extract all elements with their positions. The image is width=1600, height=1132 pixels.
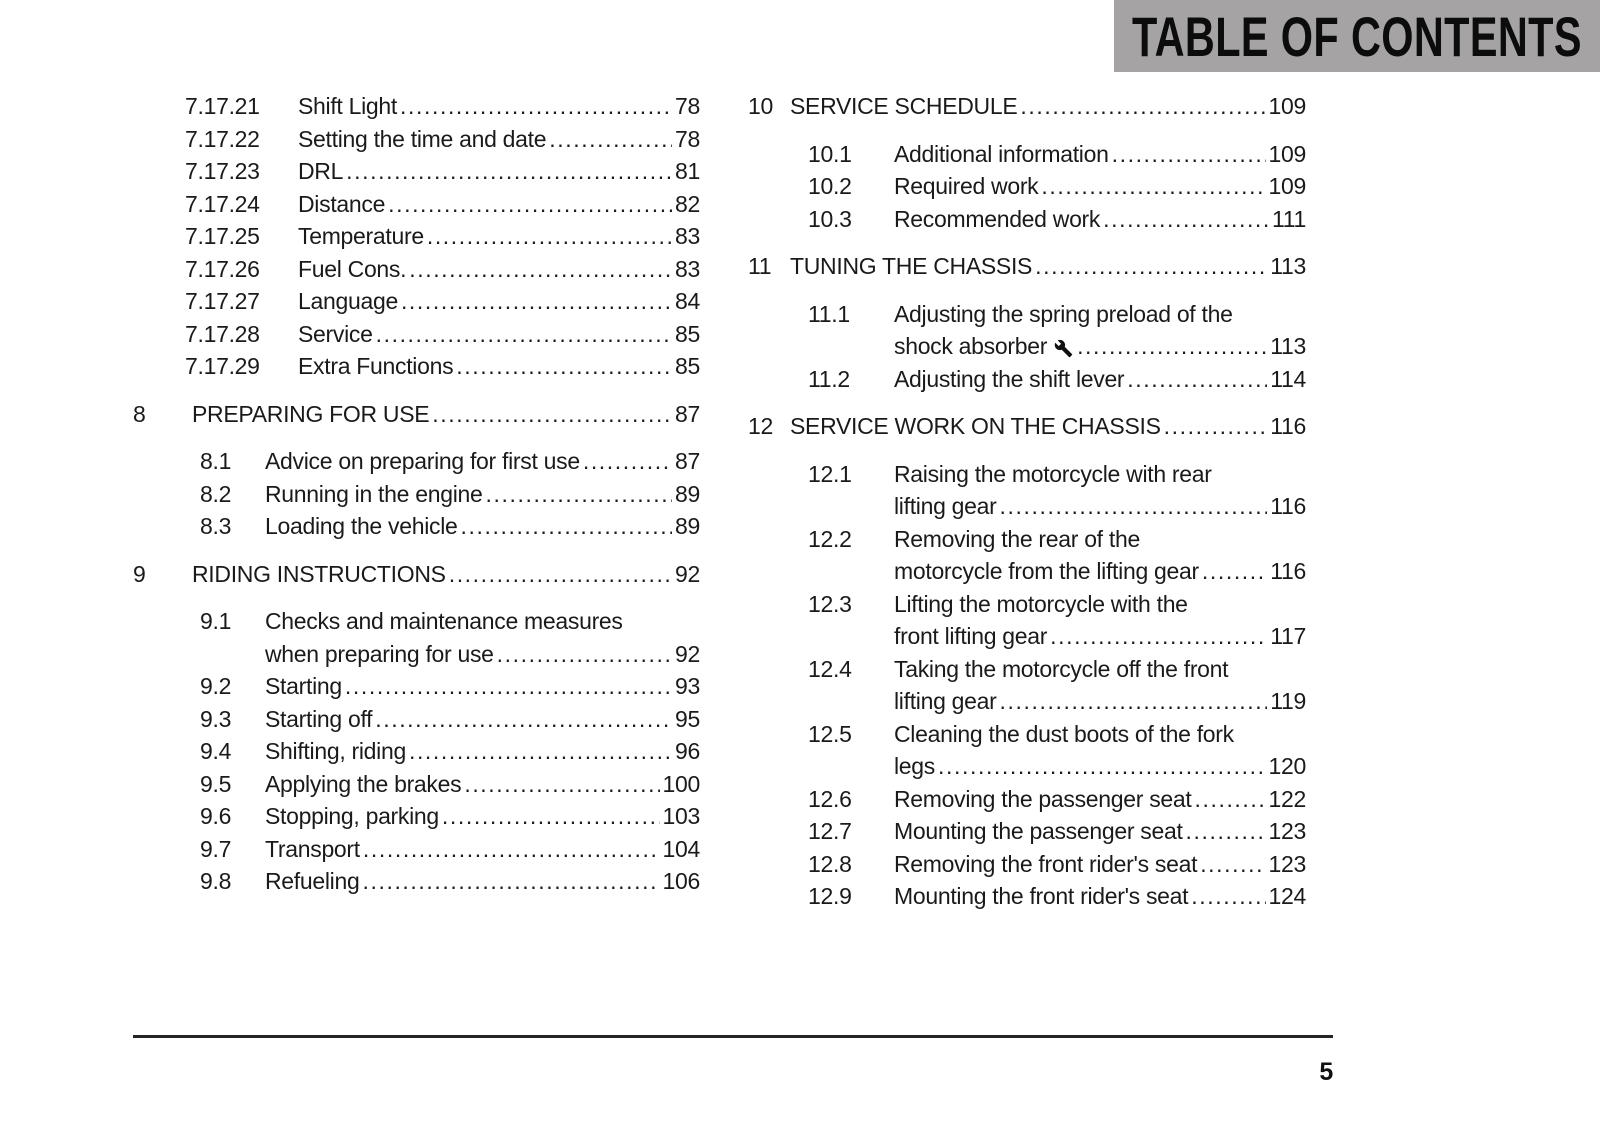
- entry-number: 9.2: [200, 673, 232, 699]
- entry-number: 12.9: [808, 883, 852, 909]
- entry-content: [265, 478, 700, 511]
- dot-leader: [1000, 490, 1268, 523]
- entry-content: [894, 783, 1306, 816]
- toc-entry: [133, 768, 700, 801]
- toc-entry: [748, 170, 1306, 203]
- entry-line: [298, 318, 700, 351]
- entry-title: Adjusting the spring preload of the: [894, 300, 1233, 327]
- entry-content: [265, 865, 700, 898]
- entry-line: [265, 670, 700, 703]
- entry-line: [265, 478, 700, 511]
- entry-number: 11.1: [808, 300, 850, 327]
- entry-content: [298, 350, 700, 383]
- entry-page: 116: [1270, 493, 1306, 519]
- dot-leader: [1112, 138, 1266, 171]
- dot-leader: [1103, 203, 1269, 236]
- entry-line: [265, 800, 700, 833]
- page-title: TABLE OF CONTENTS: [1132, 4, 1582, 68]
- entry-title: SERVICE SCHEDULE: [790, 93, 1018, 119]
- entry-line: [894, 203, 1306, 236]
- entry-title: Additional information: [894, 140, 1109, 167]
- entry-number: 8.3: [200, 513, 232, 539]
- entry-content: [894, 880, 1306, 913]
- entry-page: 92: [675, 640, 700, 667]
- entry-line: [894, 555, 1306, 588]
- entry-content: [298, 123, 700, 156]
- dot-leader: [938, 750, 1266, 783]
- toc-entry: [748, 783, 1306, 816]
- entry-title: Extra Functions: [298, 353, 454, 379]
- entry-number: 8.1: [200, 448, 232, 474]
- dot-leader: [400, 90, 672, 123]
- entry-title: Stopping, parking: [265, 803, 439, 829]
- toc-entry: [133, 285, 700, 318]
- entry-page: 83: [675, 223, 700, 249]
- entry-line: [894, 458, 1306, 491]
- toc-entry: [133, 478, 700, 511]
- toc-entry: [748, 880, 1306, 913]
- entry-title: Starting: [265, 673, 342, 699]
- toc-entry: [748, 718, 1306, 783]
- toc-entry: [133, 510, 700, 543]
- entry-page: 93: [675, 673, 700, 699]
- entry-number: 7.17.28: [185, 320, 260, 347]
- toc-entry: [748, 203, 1306, 236]
- entry-content: [894, 718, 1306, 783]
- entry-content: [265, 703, 700, 736]
- entry-title: Removing the passenger seat: [894, 785, 1192, 812]
- entry-title: Starting off: [265, 705, 373, 732]
- entry-line: [265, 638, 700, 671]
- entry-content: [894, 298, 1306, 363]
- entry-title: Service: [298, 320, 373, 347]
- toc-entry: [133, 703, 700, 736]
- entry-line: [265, 703, 700, 736]
- entry-content: [192, 398, 700, 431]
- toc-entry: [748, 588, 1306, 653]
- entry-line: [265, 510, 700, 543]
- entry-page: 120: [1268, 753, 1306, 779]
- entry-page: 116: [1270, 558, 1306, 584]
- entry-line: [790, 250, 1306, 283]
- entry-page: 81: [675, 158, 700, 184]
- entry-title: Lifting the motorcycle with the: [894, 590, 1188, 617]
- entry-content: [894, 170, 1306, 203]
- entry-page: 109: [1268, 93, 1306, 119]
- entry-line: [265, 605, 700, 638]
- entry-number: 12.5: [808, 720, 852, 747]
- toc-column-right: [748, 90, 1306, 913]
- entry-line: [894, 653, 1306, 686]
- entry-title: PREPARING FOR USE: [192, 400, 430, 427]
- toc-entry: [748, 250, 1306, 283]
- dot-leader: [1020, 90, 1265, 123]
- entry-title: TUNING THE CHASSIS: [790, 253, 1033, 279]
- entry-page: 78: [675, 125, 700, 152]
- entry-title: Shifting, riding: [265, 738, 406, 764]
- dot-leader: [1000, 685, 1268, 718]
- entry-title: legs: [894, 753, 935, 779]
- dot-leader: [427, 220, 672, 253]
- entry-content: [298, 188, 700, 221]
- entry-content: [298, 220, 700, 253]
- entry-line: [894, 718, 1306, 751]
- toc-entry: [133, 735, 700, 768]
- entry-title: Running in the engine: [265, 480, 483, 507]
- entry-title: lifting gear: [894, 688, 997, 714]
- entry-page: 113: [1270, 253, 1306, 279]
- entry-page: 117: [1270, 623, 1306, 649]
- entry-title: Refueling: [265, 868, 360, 894]
- entry-content: [790, 90, 1306, 123]
- entry-title: Removing the rear of the: [894, 525, 1140, 552]
- entry-content: [192, 558, 700, 591]
- toc-entry: [133, 398, 700, 431]
- toc-entry: [133, 350, 700, 383]
- entry-number: 12.7: [808, 818, 852, 844]
- entry-content: [894, 848, 1306, 881]
- dot-leader: [432, 398, 672, 431]
- entry-content: [790, 250, 1306, 283]
- dot-leader: [464, 768, 659, 801]
- entry-line: [298, 253, 700, 286]
- entry-title: Cleaning the dust boots of the fork: [894, 720, 1234, 747]
- entry-content: [265, 605, 700, 670]
- entry-page: 123: [1268, 818, 1306, 844]
- entry-line: [894, 783, 1306, 816]
- entry-page: 109: [1268, 140, 1306, 167]
- entry-content: [265, 670, 700, 703]
- entry-content: [894, 653, 1306, 718]
- entry-page: 95: [675, 705, 700, 732]
- entry-page: 87: [675, 448, 700, 474]
- entry-title: Applying the brakes: [265, 770, 462, 797]
- footer-rule: [133, 1035, 1333, 1038]
- entry-line: [894, 848, 1306, 881]
- entry-line: [894, 298, 1306, 331]
- entry-content: [265, 768, 700, 801]
- entry-title: Fuel Cons.: [298, 255, 407, 282]
- entry-number: 7.17.27: [185, 288, 260, 314]
- entry-line: [894, 620, 1306, 653]
- entry-title: Advice on preparing for first use: [265, 448, 580, 474]
- entry-line: [265, 735, 700, 768]
- dot-leader: [388, 188, 672, 221]
- entry-number: 7.17.25: [185, 223, 260, 249]
- toc-entry: [748, 653, 1306, 718]
- entry-content: [298, 155, 700, 188]
- entry-number: 9.8: [200, 868, 232, 894]
- entry-number: 12.8: [808, 850, 852, 877]
- entry-line: [192, 558, 700, 591]
- entry-line: [265, 768, 700, 801]
- toc-entry: [748, 90, 1306, 123]
- toc-entry: [133, 670, 700, 703]
- entry-line: [894, 750, 1306, 783]
- entry-page: 89: [675, 513, 700, 539]
- dot-leader: [1191, 880, 1265, 913]
- entry-line: [298, 155, 700, 188]
- entry-page: 89: [675, 480, 700, 507]
- entry-title: Distance: [298, 190, 386, 217]
- entry-line: [894, 685, 1306, 718]
- entry-number: 12.6: [808, 785, 852, 812]
- dot-leader: [549, 123, 672, 156]
- entry-number: 7.17.21: [185, 93, 260, 119]
- entry-content: [298, 90, 700, 123]
- entry-page: 100: [662, 770, 700, 797]
- entry-number: 8: [133, 400, 146, 427]
- dot-leader: [401, 285, 672, 318]
- entry-page: 96: [675, 738, 700, 764]
- entry-content: [298, 285, 700, 318]
- entry-line: [894, 363, 1306, 396]
- entry-number: 12.2: [808, 525, 852, 552]
- entry-line: [265, 833, 700, 866]
- entry-title: front lifting gear: [894, 623, 1048, 649]
- entry-content: [265, 800, 700, 833]
- entry-number: 12.1: [808, 460, 852, 487]
- toc-entry: [133, 253, 700, 286]
- entry-title: Removing the front rider's seat: [894, 850, 1198, 877]
- entry-title: Raising the motorcycle with rear: [894, 460, 1212, 487]
- entry-number: 10.2: [808, 173, 852, 199]
- entry-number: 12.3: [808, 590, 852, 617]
- entry-page: 116: [1270, 413, 1306, 439]
- entry-title: shock absorber: [894, 333, 1048, 359]
- entry-content: [790, 410, 1306, 443]
- entry-title: SERVICE WORK ON THE CHASSIS: [790, 413, 1161, 439]
- dot-leader: [456, 350, 672, 383]
- toc-entry: [133, 123, 700, 156]
- toc-entry: [748, 848, 1306, 881]
- entry-line: [298, 285, 700, 318]
- entry-line: [298, 123, 700, 156]
- entry-number: 9.6: [200, 803, 232, 829]
- entry-number: 7.17.29: [185, 353, 260, 379]
- dot-leader: [583, 445, 672, 478]
- entry-line: [265, 445, 700, 478]
- entry-title: Shift Light: [298, 93, 397, 119]
- dot-leader: [362, 865, 659, 898]
- toc-entry: [133, 865, 700, 898]
- entry-line: [894, 815, 1306, 848]
- toc-entry: [748, 815, 1306, 848]
- toc-entry: [133, 318, 700, 351]
- entry-number: 12.4: [808, 655, 852, 682]
- entry-line: [894, 330, 1306, 363]
- entry-number: 9: [133, 560, 146, 587]
- entry-title: Taking the motorcycle off the front: [894, 655, 1229, 682]
- entry-line: [298, 188, 700, 221]
- entry-page: 119: [1270, 688, 1306, 714]
- toc-entry: [133, 558, 700, 591]
- entry-title: Mounting the passenger seat: [894, 818, 1183, 844]
- entry-line: [298, 90, 700, 123]
- entry-line: [894, 170, 1306, 203]
- entry-content: [298, 318, 700, 351]
- entry-number: 11: [748, 253, 772, 279]
- entry-title: Transport: [265, 835, 360, 862]
- entry-page: 122: [1268, 785, 1306, 812]
- entry-line: [298, 220, 700, 253]
- entry-line: [265, 865, 700, 898]
- entry-title: Setting the time and date: [298, 125, 547, 152]
- entry-title: Loading the vehicle: [265, 513, 458, 539]
- entry-page: 114: [1270, 365, 1306, 392]
- entry-number: 10.1: [808, 140, 852, 167]
- toc-column-left: [133, 90, 700, 898]
- dot-leader: [346, 155, 672, 188]
- entry-page: 124: [1268, 883, 1306, 909]
- entry-page: 109: [1268, 173, 1306, 199]
- entry-content: [894, 363, 1306, 396]
- entry-content: [298, 253, 700, 286]
- entry-content: [894, 523, 1306, 588]
- toc-banner: [1114, 0, 1600, 72]
- toc-entry: [133, 605, 700, 670]
- entry-number: 8.2: [200, 480, 232, 507]
- dot-leader: [1035, 250, 1267, 283]
- toc-entry: [133, 220, 700, 253]
- dot-leader: [1041, 170, 1265, 203]
- entry-page: 84: [675, 288, 700, 314]
- entry-number: 10: [748, 93, 773, 119]
- entry-number: 12: [748, 413, 773, 439]
- dot-leader: [486, 478, 673, 511]
- dot-leader: [1202, 555, 1267, 588]
- entry-page: 82: [675, 190, 700, 217]
- dot-leader: [1164, 410, 1268, 443]
- entry-title: Checks and maintenance measures: [265, 608, 623, 634]
- entry-page: 87: [675, 400, 700, 427]
- entry-page: 78: [675, 93, 700, 119]
- entry-line: [894, 523, 1306, 556]
- entry-number: 9.7: [200, 835, 232, 862]
- entry-number: 7.17.24: [185, 190, 260, 217]
- dot-leader: [1200, 848, 1265, 881]
- entry-content: [894, 138, 1306, 171]
- dot-leader: [1050, 620, 1267, 653]
- toc-entry: [748, 138, 1306, 171]
- entry-page: 92: [675, 560, 700, 587]
- entry-title: Mounting the front rider's seat: [894, 883, 1189, 909]
- toc-entry: [748, 363, 1306, 396]
- entry-page: 85: [675, 320, 700, 347]
- dot-leader: [345, 670, 672, 703]
- entry-title: motorcycle from the lifting gear: [894, 558, 1199, 584]
- dot-leader: [363, 833, 660, 866]
- dot-leader: [1186, 815, 1266, 848]
- toc-entry: [748, 458, 1306, 523]
- entry-content: [894, 588, 1306, 653]
- entry-line: [790, 90, 1306, 123]
- dot-leader: [449, 558, 672, 591]
- entry-content: [265, 833, 700, 866]
- dot-leader: [497, 638, 672, 671]
- entry-number: 9.3: [200, 705, 232, 732]
- entry-line: [894, 490, 1306, 523]
- entry-title: when preparing for use: [265, 640, 494, 667]
- dot-leader: [442, 800, 660, 833]
- entry-page: 113: [1270, 333, 1306, 359]
- dot-leader: [1127, 363, 1267, 396]
- entry-content: [894, 815, 1306, 848]
- toc-entry: [133, 188, 700, 221]
- entry-title: lifting gear: [894, 493, 997, 519]
- entry-content: [894, 203, 1306, 236]
- entry-number: 10.3: [808, 205, 852, 232]
- entry-line: [298, 350, 700, 383]
- entry-number: 11.2: [808, 365, 850, 392]
- entry-page: 123: [1268, 850, 1306, 877]
- dot-leader: [461, 510, 673, 543]
- entry-line: [790, 410, 1306, 443]
- entry-page: 106: [662, 868, 700, 894]
- entry-number: 7.17.22: [185, 125, 260, 152]
- entry-line: [894, 880, 1306, 913]
- entry-content: [265, 445, 700, 478]
- entry-title: Adjusting the shift lever: [894, 365, 1125, 392]
- entry-number: 9.1: [200, 608, 232, 634]
- wrench-icon: [1054, 339, 1073, 358]
- entry-page: 103: [662, 803, 700, 829]
- entry-title: Temperature: [298, 223, 424, 249]
- entry-page: 85: [675, 353, 700, 379]
- dot-leader: [1077, 330, 1267, 363]
- entry-page: 83: [675, 255, 700, 282]
- entry-line: [894, 138, 1306, 171]
- dot-leader: [409, 735, 672, 768]
- entry-title: Recommended work: [894, 205, 1101, 232]
- entry-title: Required work: [894, 173, 1039, 199]
- toc-entry: [133, 800, 700, 833]
- toc-entry: [748, 410, 1306, 443]
- entry-title: Language: [298, 288, 398, 314]
- dot-leader: [1194, 783, 1265, 816]
- toc-entry: [748, 523, 1306, 588]
- entry-line: [894, 588, 1306, 621]
- dot-leader: [375, 703, 672, 736]
- entry-content: [265, 735, 700, 768]
- entry-number: 9.4: [200, 738, 232, 764]
- entry-content: [265, 510, 700, 543]
- footer-page-number: 5: [1319, 1058, 1333, 1086]
- entry-number: 7.17.23: [185, 158, 260, 184]
- dot-leader: [376, 318, 672, 351]
- entry-number: 7.17.26: [185, 255, 260, 282]
- toc-entry: [133, 155, 700, 188]
- toc-entry: [133, 445, 700, 478]
- toc-entry: [133, 90, 700, 123]
- entry-number: 9.5: [200, 770, 232, 797]
- entry-line: [192, 398, 700, 431]
- entry-page: 111: [1271, 205, 1306, 232]
- entry-page: 104: [662, 835, 700, 862]
- dot-leader: [409, 253, 672, 286]
- entry-title: RIDING INSTRUCTIONS: [192, 560, 446, 587]
- entry-title: DRL: [298, 158, 344, 184]
- entry-content: [894, 458, 1306, 523]
- toc-entry: [748, 298, 1306, 363]
- toc-entry: [133, 833, 700, 866]
